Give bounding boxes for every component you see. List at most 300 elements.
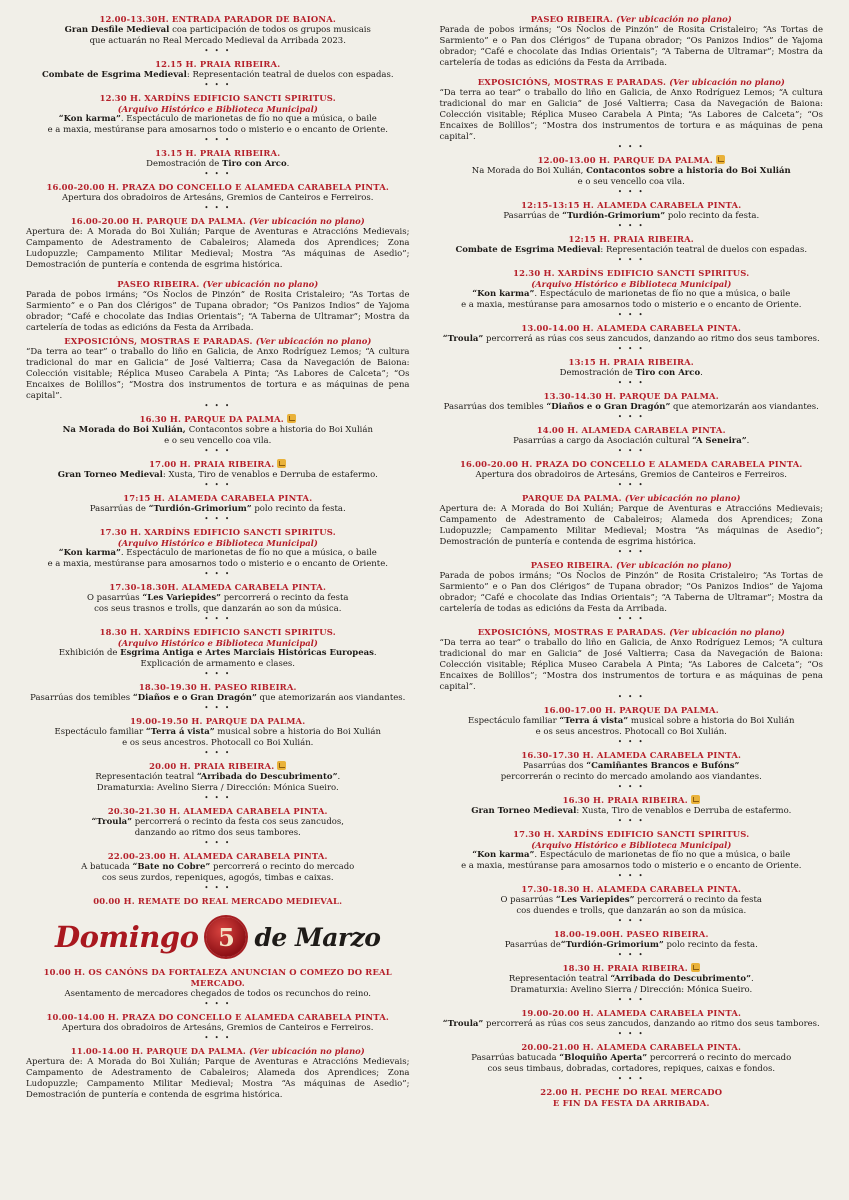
desc-text: Parada de pobos irmáns; “Os Ñoclos de Pinzón” de Rosita Cristaleiro; “As Tortas de Sarmiento” e o Pan dos Clérigos” de Tupana obrador; “Os Panizos Indios” de Yajoma obrador; “Café e chocolate das Indias Orientais”; “A Taberna de Ultramar”; Mostra da cartelería de todas as edicións da Festa da Arribada. — [439, 571, 823, 614]
event-time-place: 18.30 H. XARDÍNS EDIFICIO SANCTI SPIRITUS. — [99, 627, 336, 637]
event-block — [24, 336, 412, 412]
family-icon — [691, 963, 700, 972]
event-description-line — [24, 347, 412, 402]
event-heading — [24, 851, 412, 862]
event-description-line — [438, 25, 826, 69]
event-time-place: EXPOSICIÓNS, MOSTRAS E PARADAS. — [64, 336, 253, 346]
desc-text: Pasarrúas batucada — [471, 1053, 560, 1063]
event-time-place: 12.00-13.30H. ENTRADA PARADOR DE BAIONA. — [99, 14, 337, 24]
event-heading — [438, 425, 826, 436]
event-description-line — [24, 1057, 412, 1101]
separator-dots: • • • — [617, 738, 645, 746]
desc-text: : Representación teatral de duelos con espadas. — [600, 245, 808, 255]
desc-text: : Xusta, Tiro de venablos e Derruba de estafermo. — [576, 806, 792, 816]
event-time-place: EXPOSICIÓNS, MOSTRAS E PARADAS. — [477, 627, 667, 637]
event-time-place: 12:15 H. PRAIA RIBEIRA. — [568, 234, 694, 244]
banner-day: Domingo — [55, 920, 199, 954]
event-block — [24, 493, 412, 525]
event-time-place: PASEO RIBEIRA. — [117, 279, 200, 289]
separator-dots: • • • — [204, 47, 232, 55]
event-block — [438, 627, 826, 703]
event-block — [438, 14, 826, 69]
event-heading — [24, 182, 412, 193]
left-column — [24, 14, 412, 1200]
desc-text: “Da terra ao tear” o traballo do liño en Galicia, de Anxo Rodríguez Lemos; “A cultura tradicional do mar en Galicia” de José Valtierra; Casa da Navegación de Baiona: Colección visitable; Réplica Museo Carabela A Pinta; “As Labores de Calceta”; “Os Encaixes de Bolillos”; “Mostra dos instrumentos de tortura e as máquinas de pena capital”. — [439, 88, 823, 142]
event-description — [438, 166, 826, 177]
event-time-place: 00.00 H. REMATE DO REAL MERCADO MEDIEVAL. — [93, 896, 343, 906]
desc-highlight: “Kon karma” — [472, 289, 535, 299]
event-heading — [438, 1042, 826, 1053]
event-time-place: 16.00-17.00 H. PARQUE DA PALMA. — [543, 705, 719, 715]
event-block — [24, 216, 412, 271]
event-description-line — [24, 227, 412, 271]
desc-highlight: “Troula” — [442, 334, 484, 344]
separator-dots: • • • — [204, 749, 232, 757]
event-time-place: 19.00-19.50 H. PARQUE DA PALMA. — [130, 716, 306, 726]
event-heading — [438, 357, 826, 368]
family-icon — [287, 414, 296, 423]
desc-highlight: “Arribada do Descubrimento” — [196, 772, 338, 782]
desc-text: polo recinto da festa. — [251, 504, 346, 514]
event-heading — [438, 459, 826, 470]
event-block — [24, 896, 412, 907]
event-heading — [24, 336, 412, 347]
desc-text: Pasarrúas dos — [523, 761, 587, 771]
event-time-place: 17.30-18.30 H. ALAMEDA CARABELA PINTA. — [521, 884, 742, 894]
event-time-place: 13:15 H. PRAIA RIBEIRA. — [568, 357, 694, 367]
event-venue-sub: (Arquivo Histórico e Biblioteca Municipal) — [117, 104, 318, 114]
separator-dots: • • • — [617, 548, 645, 556]
desc-text: : Xusta, Tiro de venablos e Derruba de estafermo. — [162, 470, 378, 480]
separator-dots: • • • — [617, 1030, 645, 1038]
separator-dots: • • • — [617, 996, 645, 1004]
event-heading — [24, 93, 412, 104]
desc-text: Espectáculo familiar — [54, 727, 146, 737]
desc-text: . — [700, 368, 703, 378]
event-description-line — [24, 548, 412, 559]
event-time-place: 16.30 H. PARQUE DA PALMA. — [139, 414, 284, 424]
event-heading — [24, 279, 412, 290]
event-time-place: 11.00-14.00 H. PARQUE DA PALMA. — [70, 1046, 247, 1056]
event-description-line: Dramaturxia: Avelino Sierra / Dirección: Mónica Sueiro. — [510, 985, 753, 995]
desc-highlight: “Camiñantes Brancos e Bufóns” — [586, 761, 740, 771]
event-venue-sub: (Arquivo Histórico e Biblioteca Municipal) — [531, 840, 732, 850]
event-description-line — [24, 817, 412, 828]
event-time-place: 17.00 H. PRAIA RIBEIRA. — [149, 459, 275, 469]
event-heading — [438, 963, 826, 974]
event-block — [438, 234, 826, 266]
desc-text: e a maxia, mestúranse para amosarnos todo o misterio e o encanto de Oriente. — [461, 861, 802, 871]
desc-text: percorrerá o recinto da festa cos seus zancudos, — [132, 817, 344, 827]
separator-dots: • • • — [204, 1034, 232, 1042]
event-description-line: e os seus ancestros. Photocall co Boi Xulián. — [122, 738, 314, 748]
event-time-place: 20.00 H. PRAIA RIBEIRA. — [149, 761, 275, 771]
desc-text: Pasarrúas dos temibles — [30, 693, 133, 703]
separator-dots: • • • — [204, 204, 232, 212]
event-block — [438, 268, 826, 321]
desc-text: e a maxia, mestúranse para amosarnos todo o misterio e o encanto de Oriente. — [47, 559, 388, 569]
separator-dots: • • • — [617, 345, 645, 353]
desc-highlight: “Turdión-Grimorium” — [562, 211, 666, 221]
event-time-place: 14.00 H. ALAMEDA CARABELA PINTA. — [536, 425, 726, 435]
event-time-place: 12.00-13.00 H. PARQUE DA PALMA. — [537, 155, 713, 165]
separator-dots: • • • — [204, 136, 232, 144]
desc-text: e o seu vencello coa vila. — [164, 436, 272, 446]
event-block — [24, 1012, 412, 1044]
event-heading — [24, 216, 412, 227]
event-block — [438, 391, 826, 423]
desc-text: Pasarrúas de — [503, 211, 563, 221]
event-description-line: cos seus timbaus, dobradas, cortadores, repiques, caixas e fondos. — [487, 1064, 776, 1074]
separator-dots: • • • — [617, 311, 645, 319]
desc-text: Exhibición de — [58, 648, 121, 658]
event-description-line — [438, 638, 826, 693]
event-block — [438, 425, 826, 457]
desc-text: Apertura de: A Morada do Boi Xulián; Parque de Aventuras e Atraccións Medievais; Campamento de Adestramento de Cabaleiros; Alameda dos Aprendices; Zona Ludopuzzle; Campamento Militar Medieval; Mostra “As máquinas de Asedio”; Demostración de puntería e contenda de esgrima histórica. — [26, 227, 410, 270]
desc-text: Pasarrúas a cargo da Asociación cultural — [513, 436, 693, 446]
event-heading — [438, 391, 826, 402]
event-description-line — [24, 193, 412, 204]
event-block — [438, 155, 826, 198]
separator-dots: • • • — [617, 817, 645, 825]
event-description-line: Dramaturxia: Avelino Sierra / Dirección: Mónica Sueiro. — [96, 783, 339, 793]
event-heading — [24, 682, 412, 693]
event-time-place: 10.00 H. OS CANÓNS DA FORTALEZA ANUNCIAN O COMEZO DO REAL MERCADO. — [43, 967, 392, 988]
location-note: (Ver ubicación no plano) — [202, 279, 319, 289]
event-description-line — [24, 989, 412, 1000]
event-heading — [438, 77, 826, 88]
event-heading — [24, 493, 412, 504]
desc-text: Apertura dos obradoiros de Artesáns, Gremios de Canteiros e Ferreiros. — [61, 193, 374, 203]
desc-highlight: Tiro con Arco — [635, 368, 701, 378]
event-block — [438, 357, 826, 389]
event-block — [438, 884, 826, 927]
location-note: (Ver ubicación no plano) — [255, 336, 372, 346]
event-description-line — [24, 436, 412, 447]
desc-highlight: Esgrima Antiga e Artes Marciais Históricas Europeas — [120, 648, 374, 658]
event-block — [438, 71, 826, 153]
event-block — [438, 705, 826, 748]
event-description-line — [24, 1023, 412, 1034]
event-description-line — [438, 850, 826, 861]
desc-text: “Da terra ao tear” o traballo do liño en Galicia, de Anxo Rodríguez Lemos; “A cultura tradicional do mar en Galicia” de José Valtierra; Casa da Navegación de Baiona: Colección visitable; Réplica Museo Carabela A Pinta; “As Labores de Calceta”; “Os Encaixes de Bolillos”; “Mostra dos instrumentos de tortura e as máquinas de pena capital”. — [26, 347, 410, 401]
event-description — [438, 940, 826, 951]
event-description — [24, 772, 412, 783]
event-heading — [438, 234, 826, 245]
event-block — [438, 963, 826, 1006]
event-venue-sub: (Arquivo Histórico e Biblioteca Municipal) — [117, 638, 318, 648]
desc-text: Espectáculo familiar — [468, 716, 560, 726]
event-heading — [24, 716, 412, 727]
desc-highlight: Na Morada do Boi Xulián, — [62, 425, 189, 435]
event-heading — [438, 560, 826, 571]
event-description-line: danzando ao ritmo dos seus tambores. — [134, 828, 301, 838]
separator-dots: • • • — [617, 872, 645, 880]
desc-text: . — [373, 648, 377, 658]
event-description — [24, 693, 412, 704]
event-time-place: 12.30 H. XARDÍNS EDIFICIO SANCTI SPIRITUS. — [99, 93, 336, 103]
event-heading — [438, 829, 826, 840]
desc-highlight: Tiro con Arco — [222, 159, 287, 169]
event-time-place: 18.30-19.30 H. PASEO RIBEIRA. — [138, 682, 297, 692]
event-block — [438, 750, 826, 793]
separator-dots: • • • — [617, 447, 645, 455]
separator-dots: • • • — [617, 693, 645, 701]
event-description-line — [438, 1019, 826, 1030]
event-time-place: 16.30-17.30 H. ALAMEDA CARABELA PINTA. — [521, 750, 742, 760]
event-description-line: e os seus ancestros. Photocall co Boi Xulián. — [535, 727, 727, 737]
event-heading — [24, 761, 412, 772]
event-heading — [24, 14, 412, 25]
separator-dots: • • • — [204, 81, 232, 89]
separator-dots: • • • — [204, 670, 232, 678]
event-time-place: PASEO RIBEIRA. — [530, 560, 614, 570]
separator-dots: • • • — [204, 839, 232, 847]
separator-dots: • • • — [617, 481, 645, 489]
desc-text: que atemorizarán aos viandantes. — [256, 693, 406, 703]
event-time-place: 16.00-20.00 H. PRAZA DO CONCELLO E ALAMEDA CARABELA PINTA. — [46, 182, 390, 192]
desc-text: Parada de pobos irmáns; “Os Ñoclos de Pinzón” de Rosita Cristaleiro; “As Tortas de Sarmiento” e o Pan dos Clérigos” de Tupana obrador; “Os Panizos Indios” de Yajoma obrador; “Café e chocolate das Indias Orientais”; “A Taberna de Ultramar”; Mostra da cartelería de todas as edicións da Festa da Arribada. — [26, 290, 410, 333]
desc-text: “Da terra ao tear” o traballo do liño en Galicia, de Anxo Rodríguez Lemos; “A cultura tradicional do mar en Galicia” de José Valtierra; Casa da Navegación de Baiona: Colección visitable; Réplica Museo Carabela A Pinta; “As Labores de Calceta”; “Os Encaixes de Bolillos”; “Mostra dos instrumentos de tortura e as máquinas de pena capital”. — [439, 638, 823, 692]
separator-dots: • • • — [617, 143, 645, 151]
event-description-line — [438, 334, 826, 345]
event-description-line — [24, 470, 412, 481]
event-time-place: EXPOSICIÓNS, MOSTRAS E PARADAS. — [477, 77, 667, 87]
event-description-line — [438, 245, 826, 256]
event-venue-sub: (Arquivo Histórico e Biblioteca Municipal) — [531, 279, 732, 289]
event-block — [438, 929, 826, 961]
separator-dots: • • • — [204, 447, 232, 455]
event-time-place: 18.30 H. PRAIA RIBEIRA. — [562, 963, 688, 973]
location-note: (Ver ubicación no plano) — [249, 216, 365, 226]
separator-dots: • • • — [204, 704, 232, 712]
desc-highlight: Contacontos sobre a historia do Boi Xulián — [586, 166, 791, 176]
event-time-place: 19.00-20.00 H. ALAMEDA CARABELA PINTA. — [521, 1008, 742, 1018]
event-description-line — [438, 300, 826, 311]
desc-text: A batucada — [81, 862, 133, 872]
separator-dots: • • • — [204, 1000, 232, 1008]
event-description — [438, 368, 826, 379]
event-heading — [24, 1046, 412, 1057]
event-heading — [24, 896, 412, 907]
event-description-line — [24, 290, 412, 334]
event-heading — [438, 884, 826, 895]
event-description-line — [438, 470, 826, 481]
event-heading — [438, 493, 826, 504]
desc-highlight: Combate de Esgrima Medieval — [455, 245, 601, 255]
day-banner — [24, 917, 412, 957]
event-description — [438, 974, 826, 985]
separator-dots: • • • — [617, 222, 645, 230]
separator-dots: • • • — [617, 379, 645, 387]
event-description-line: cos seus trasnos e trolls, que danzarán ao son da música. — [94, 604, 342, 614]
event-time-place: 16.30 H. PRAIA RIBEIRA. — [562, 795, 688, 805]
event-heading — [438, 14, 826, 25]
event-time-place: 13.00-14.00 H. ALAMEDA CARABELA PINTA. — [521, 323, 742, 333]
event-description — [24, 648, 412, 659]
event-heading — [24, 59, 412, 70]
desc-highlight: Gran Torneo Medieval — [57, 470, 163, 480]
event-heading — [24, 414, 412, 425]
separator-dots: • • • — [617, 615, 645, 623]
desc-text: percorrerá as rúas cos seus zancudos, danzando ao ritmo dos seus tambores. — [483, 1019, 820, 1029]
event-description — [438, 211, 826, 222]
event-heading — [24, 459, 412, 470]
event-time-place: PARQUE DA PALMA. — [522, 493, 622, 503]
event-description — [438, 761, 826, 772]
event-block — [438, 200, 826, 232]
event-heading — [24, 967, 412, 989]
event-description — [438, 436, 826, 447]
event-description-line — [24, 125, 412, 136]
event-heading — [24, 527, 412, 538]
desc-text: Apertura dos obradoiros de Artesáns, Gremios de Canteiros e Ferreiros. — [61, 1023, 374, 1033]
desc-text: Demostración de — [559, 368, 636, 378]
event-block — [24, 761, 412, 804]
event-time-place: 13.30-14.30 H. PARQUE DA PALMA. — [543, 391, 719, 401]
event-heading — [438, 323, 826, 334]
event-heading — [438, 705, 826, 716]
event-block — [24, 1046, 412, 1101]
desc-text: Parada de pobos irmáns; “Os Ñoclos de Pinzón” de Rosita Cristaleiro; “As Tortas de Sarmiento” e o Pan dos Clérigos” de Tupana obrador; “Os Panizos Indios” de Yajoma obrador; “Café e chocolate das Indias Orientais”; “A Taberna de Ultramar”; Mostra da cartelería de todas as edicións da Festa da Arribada. — [439, 25, 823, 68]
separator-dots: • • • — [204, 570, 232, 578]
desc-highlight: “Arribada do Descubrimento” — [610, 974, 751, 984]
event-block — [24, 148, 412, 180]
event-time-place: 17:15 H. ALAMEDA CARABELA PINTA. — [123, 493, 313, 503]
desc-highlight: “A Seneira” — [692, 436, 747, 446]
event-time-place: 20.30-21.30 H. ALAMEDA CARABELA PINTA. — [107, 806, 328, 816]
event-block — [24, 627, 412, 680]
desc-text: . Espectáculo de marionetas de fío no que a música, o baile — [534, 289, 791, 299]
separator-dots: • • • — [204, 515, 232, 523]
event-heading — [24, 1012, 412, 1023]
event-heading — [438, 627, 826, 638]
event-heading — [24, 582, 412, 593]
event-block — [24, 527, 412, 580]
separator-dots: • • • — [204, 481, 232, 489]
desc-text: que atemorizarán aos viandantes. — [670, 402, 819, 412]
event-block — [24, 716, 412, 759]
event-description — [24, 159, 412, 170]
event-block — [438, 1008, 826, 1040]
event-description — [24, 862, 412, 873]
event-description-line — [24, 70, 412, 81]
family-icon — [716, 155, 725, 164]
desc-text: Pasarrúas de — [504, 940, 561, 950]
event-block — [438, 1087, 826, 1109]
event-time-place: 20.00-21.00 H. ALAMEDA CARABELA PINTA. — [521, 1042, 742, 1052]
desc-highlight: Combate de Esgrima Medieval — [41, 70, 187, 80]
event-description — [24, 425, 412, 436]
event-block — [24, 682, 412, 714]
event-description — [24, 727, 412, 738]
desc-highlight: “Les Variepides” — [555, 895, 635, 905]
event-block — [24, 851, 412, 894]
desc-highlight: Gran Torneo Medieval — [471, 806, 577, 816]
desc-highlight: “Diaños e o Gran Dragón” — [546, 402, 671, 412]
desc-text: musical sobre a historia do Boi Xulián — [628, 716, 795, 726]
separator-dots: • • • — [617, 783, 645, 791]
separator-dots: • • • — [617, 1075, 645, 1083]
desc-highlight: “Turdión-Grimorium” — [560, 940, 664, 950]
event-time-place: 22.00 H. PECHE DO REAL MERCADO — [540, 1087, 723, 1097]
event-heading — [438, 268, 826, 279]
event-time-place: 18.00-19.00H. PASEO RIBEIRA. — [553, 929, 709, 939]
event-description — [438, 895, 826, 906]
desc-highlight: “Troula” — [91, 817, 133, 827]
location-note: (Ver ubicación no plano) — [249, 1046, 365, 1056]
event-description-line: Explicación de armamento e clases. — [140, 659, 295, 669]
event-description-line — [438, 861, 826, 872]
event-description-line: cos seus zurdos, repeniques, agogós, timbas e caixas. — [101, 873, 334, 883]
location-note: (Ver ubicación no plano) — [616, 14, 732, 24]
desc-text: polo recinto da festa. — [663, 940, 758, 950]
event-heading — [438, 750, 826, 761]
event-block — [24, 273, 412, 334]
event-venue-sub: (Arquivo Histórico e Biblioteca Municipal) — [117, 538, 318, 548]
event-heading-line2: E FIN DA FESTA DA ARRIBADA. — [552, 1098, 710, 1108]
event-description-line — [438, 571, 826, 615]
family-icon — [277, 459, 286, 468]
desc-text: O pasarrúas — [87, 593, 143, 603]
event-block — [438, 493, 826, 558]
desc-highlight: “Kon karma” — [472, 850, 535, 860]
event-block — [24, 59, 412, 91]
event-description — [438, 402, 826, 413]
event-heading — [438, 1087, 826, 1098]
event-description — [24, 504, 412, 515]
event-heading — [24, 806, 412, 817]
event-description-line — [24, 559, 412, 570]
event-description-line — [438, 504, 826, 548]
desc-text: coa participación de todos os grupos musicais — [169, 25, 371, 35]
event-block — [24, 582, 412, 625]
separator-dots: • • • — [617, 188, 645, 196]
event-description-line — [438, 88, 826, 143]
event-description — [438, 1053, 826, 1064]
location-note: (Ver ubicación no plano) — [624, 493, 741, 503]
location-note: (Ver ubicación no plano) — [669, 627, 785, 637]
event-time-place: 17.30 H. XARDÍNS EDIFICIO SANCTI SPIRITUS. — [99, 527, 336, 537]
event-block — [24, 459, 412, 491]
separator-dots: • • • — [204, 884, 232, 892]
wax-seal-icon: 5 — [206, 917, 246, 957]
desc-text: Representación teatral — [508, 974, 611, 984]
event-description-line: percorrerán o recinto do mercado amolando aos viandantes. — [500, 772, 762, 782]
event-time-place: 17.30-18.30H. ALAMEDA CARABELA PINTA. — [109, 582, 327, 592]
desc-highlight: “Kon karma” — [58, 548, 121, 558]
separator-dots: • • • — [617, 917, 645, 925]
event-block — [438, 1042, 826, 1085]
desc-highlight: “Terra á vista” — [145, 727, 215, 737]
event-block — [24, 182, 412, 214]
event-description — [438, 716, 826, 727]
desc-text: percorrerá o recinto do mercado — [647, 1053, 792, 1063]
desc-text: polo recinto da festa. — [665, 211, 760, 221]
desc-highlight: Gran Desfile Medieval — [64, 25, 170, 35]
event-block — [438, 560, 826, 625]
desc-text: . Espectáculo de marionetas de fío no que a música, o baile — [534, 850, 791, 860]
separator-dots: • • • — [204, 794, 232, 802]
family-icon — [277, 761, 286, 770]
event-time-place: 16.00-20.00 H. PARQUE DA PALMA. — [70, 216, 247, 226]
event-description-line — [24, 114, 412, 125]
event-description — [24, 593, 412, 604]
desc-text: . — [746, 436, 750, 446]
event-block — [24, 806, 412, 849]
desc-text: . Espectáculo de marionetas de fío no que a música, o baile — [120, 548, 377, 558]
event-heading — [438, 200, 826, 211]
